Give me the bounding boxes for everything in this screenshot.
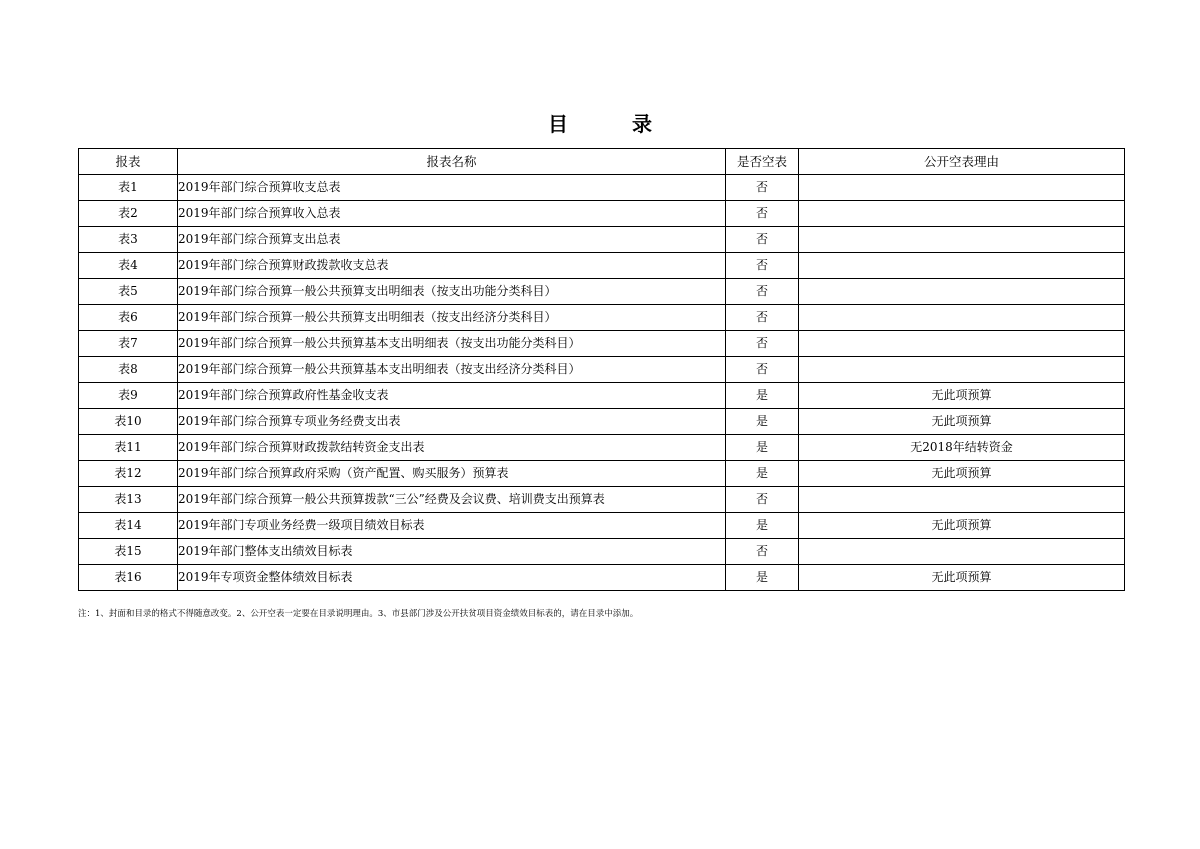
report-id-cell: 表9 bbox=[79, 383, 178, 409]
page-title: 目 录 bbox=[548, 112, 674, 136]
is-empty-cell: 否 bbox=[726, 357, 799, 383]
report-name-cell: 2019年部门综合预算政府采购（资产配置、购买服务）预算表 bbox=[178, 461, 726, 487]
is-empty-cell: 是 bbox=[726, 383, 799, 409]
empty-reason-cell bbox=[799, 227, 1125, 253]
report-name-cell: 2019年部门综合预算财政拨款结转资金支出表 bbox=[178, 435, 726, 461]
report-name-cell: 2019年部门综合预算财政拨款收支总表 bbox=[178, 253, 726, 279]
is-empty-cell: 是 bbox=[726, 409, 799, 435]
report-name-cell: 2019年部门综合预算一般公共预算拨款“三公”经费及会议费、培训费支出预算表 bbox=[178, 487, 726, 513]
report-name-cell: 2019年部门综合预算收入总表 bbox=[178, 201, 726, 227]
report-name-cell: 2019年部门综合预算一般公共预算基本支出明细表（按支出经济分类科目） bbox=[178, 357, 726, 383]
table-row bbox=[79, 175, 1125, 201]
report-name-cell: 2019年专项资金整体绩效目标表 bbox=[178, 565, 726, 591]
table-row bbox=[79, 409, 1125, 435]
table-row bbox=[79, 279, 1125, 305]
is-empty-cell: 否 bbox=[726, 201, 799, 227]
header-report-id: 报表 bbox=[79, 149, 178, 175]
footnote: 注：1、封面和目录的格式不得随意改变。2、公开空表一定要在目录说明理由。3、市县部门涉及公开扶贫项目资金绩效目标表的，请在目录中添加。 bbox=[78, 609, 639, 619]
report-id-cell: 表15 bbox=[79, 539, 178, 565]
report-id-cell: 表16 bbox=[79, 565, 178, 591]
empty-reason-cell bbox=[799, 201, 1125, 227]
table-row bbox=[79, 383, 1125, 409]
empty-reason-cell bbox=[799, 279, 1125, 305]
empty-reason-cell: 无2018年结转资金 bbox=[799, 435, 1125, 461]
report-name-cell: 2019年部门专项业务经费一级项目绩效目标表 bbox=[178, 513, 726, 539]
table-row bbox=[79, 461, 1125, 487]
report-name-cell: 2019年部门综合预算收支总表 bbox=[178, 175, 726, 201]
report-id-cell: 表4 bbox=[79, 253, 178, 279]
header-is-empty: 是否空表 bbox=[726, 149, 799, 175]
table-row bbox=[79, 539, 1125, 565]
table-row bbox=[79, 487, 1125, 513]
report-id-cell: 表7 bbox=[79, 331, 178, 357]
table-row bbox=[79, 435, 1125, 461]
empty-reason-cell bbox=[799, 331, 1125, 357]
empty-reason-cell bbox=[799, 539, 1125, 565]
is-empty-cell: 否 bbox=[726, 279, 799, 305]
table-row bbox=[79, 565, 1125, 591]
is-empty-cell: 否 bbox=[726, 227, 799, 253]
empty-reason-cell: 无此项预算 bbox=[799, 409, 1125, 435]
is-empty-cell: 否 bbox=[726, 331, 799, 357]
report-name-cell: 2019年部门综合预算一般公共预算支出明细表（按支出经济分类科目） bbox=[178, 305, 726, 331]
report-id-cell: 表11 bbox=[79, 435, 178, 461]
table-row bbox=[79, 201, 1125, 227]
empty-reason-cell bbox=[799, 305, 1125, 331]
table-row bbox=[79, 305, 1125, 331]
report-name-cell: 2019年部门综合预算专项业务经费支出表 bbox=[178, 409, 726, 435]
is-empty-cell: 否 bbox=[726, 487, 799, 513]
empty-reason-cell: 无此项预算 bbox=[799, 565, 1125, 591]
is-empty-cell: 是 bbox=[726, 513, 799, 539]
is-empty-cell: 是 bbox=[726, 565, 799, 591]
report-name-cell: 2019年部门综合预算支出总表 bbox=[178, 227, 726, 253]
empty-reason-cell: 无此项预算 bbox=[799, 383, 1125, 409]
empty-reason-cell bbox=[799, 253, 1125, 279]
is-empty-cell: 否 bbox=[726, 175, 799, 201]
table-row bbox=[79, 513, 1125, 539]
empty-reason-cell: 无此项预算 bbox=[799, 513, 1125, 539]
report-id-cell: 表8 bbox=[79, 357, 178, 383]
table-row bbox=[79, 253, 1125, 279]
is-empty-cell: 否 bbox=[726, 305, 799, 331]
report-id-cell: 表1 bbox=[79, 175, 178, 201]
is-empty-cell: 否 bbox=[726, 253, 799, 279]
report-id-cell: 表6 bbox=[79, 305, 178, 331]
table-row bbox=[79, 227, 1125, 253]
report-id-cell: 表13 bbox=[79, 487, 178, 513]
table-row bbox=[79, 357, 1125, 383]
report-id-cell: 表12 bbox=[79, 461, 178, 487]
report-id-cell: 表2 bbox=[79, 201, 178, 227]
report-id-cell: 表3 bbox=[79, 227, 178, 253]
empty-reason-cell: 无此项预算 bbox=[799, 461, 1125, 487]
header-empty-reason: 公开空表理由 bbox=[799, 149, 1125, 175]
report-id-cell: 表5 bbox=[79, 279, 178, 305]
table-row bbox=[79, 331, 1125, 357]
is-empty-cell: 是 bbox=[726, 435, 799, 461]
report-name-cell: 2019年部门综合预算政府性基金收支表 bbox=[178, 383, 726, 409]
report-id-cell: 表10 bbox=[79, 409, 178, 435]
toc-table bbox=[78, 148, 1125, 591]
report-name-cell: 2019年部门整体支出绩效目标表 bbox=[178, 539, 726, 565]
is-empty-cell: 否 bbox=[726, 539, 799, 565]
report-name-cell: 2019年部门综合预算一般公共预算基本支出明细表（按支出功能分类科目） bbox=[178, 331, 726, 357]
empty-reason-cell bbox=[799, 357, 1125, 383]
empty-reason-cell bbox=[799, 175, 1125, 201]
toc-body bbox=[79, 175, 1125, 591]
header-report-name: 报表名称 bbox=[178, 149, 726, 175]
empty-reason-cell bbox=[799, 487, 1125, 513]
table-header-row bbox=[79, 149, 1125, 175]
report-name-cell: 2019年部门综合预算一般公共预算支出明细表（按支出功能分类科目） bbox=[178, 279, 726, 305]
is-empty-cell: 是 bbox=[726, 461, 799, 487]
report-id-cell: 表14 bbox=[79, 513, 178, 539]
